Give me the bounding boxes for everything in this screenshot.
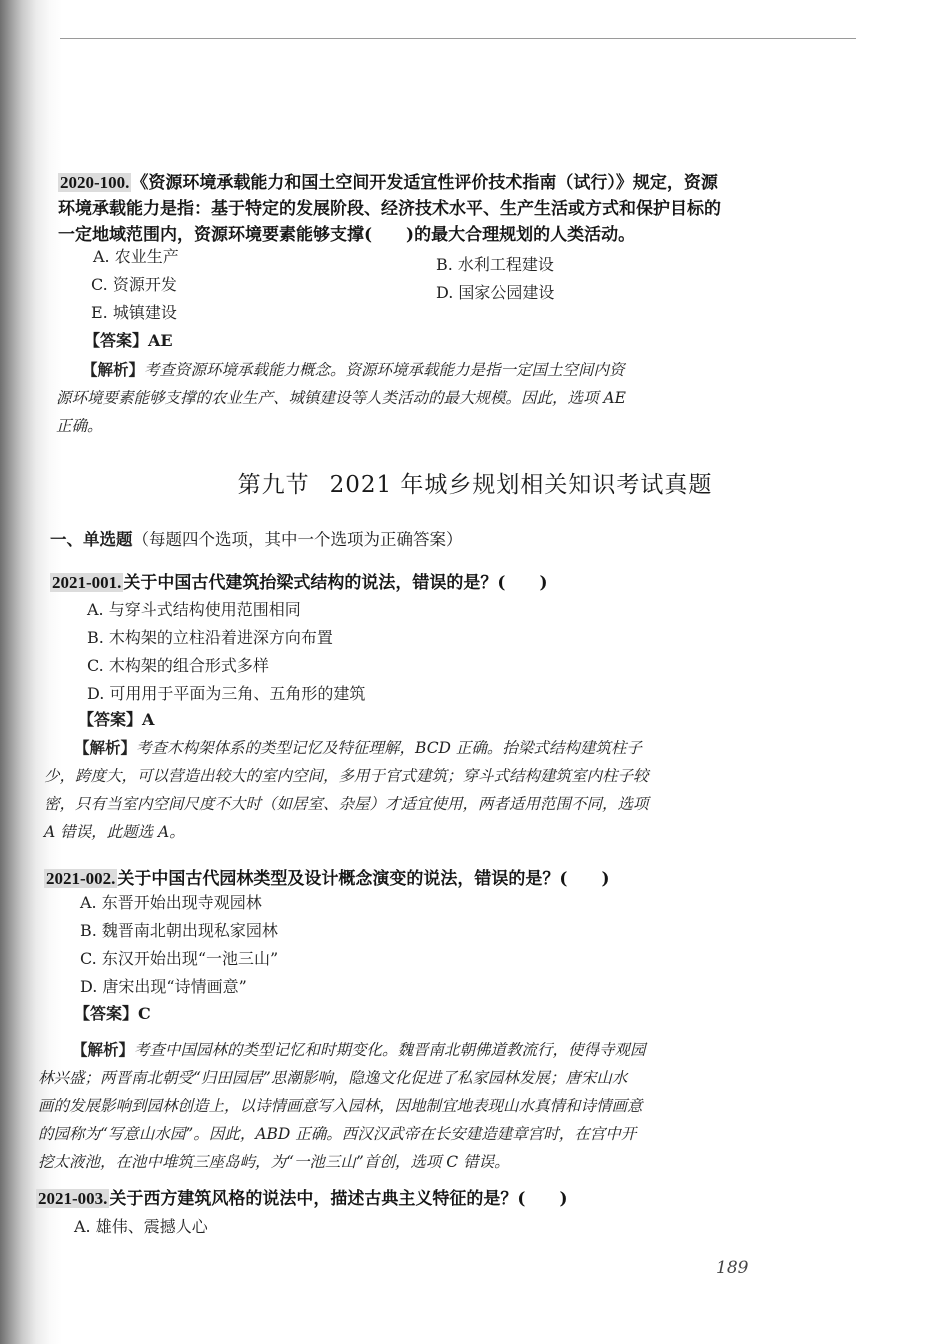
explanation-line: 少，跨度大，可以营造出较大的室内空间，多用于官式建筑；穿斗式结构建筑室内柱子较	[44, 767, 649, 785]
subsection-heading	[50, 526, 463, 550]
section-name: 2021 年城乡规划相关知识考试真题	[329, 472, 713, 498]
question-2021-001	[50, 570, 548, 596]
option-a: A. 与穿斗式结构使用范围相同	[87, 600, 301, 619]
explanation-line: A 错误，此题选 A。	[44, 823, 185, 841]
question-stem-line: 一定地域范围内，资源环境要素能够支撑( )的最大合理规划的人类活动。	[58, 225, 636, 245]
explanation-line: 源环境要素能够支撑的农业生产、城镇建设等人类活动的最大规模。因此，选项 AE	[56, 389, 626, 407]
explanation-label: 【解析】	[72, 1040, 135, 1059]
question-stem-line: 环境承载能力是指：基于特定的发展阶段、经济技术水平、生产生活或方式和保护目标的	[58, 199, 721, 219]
explanation-label: 【解析】	[82, 360, 145, 379]
option-b: B. 木构架的立柱沿着进深方向布置	[87, 628, 333, 647]
answer-label: 【答案】	[84, 331, 149, 350]
option-d: D. 国家公园建设	[436, 283, 555, 302]
question-stem: 关于中国古代建筑抬梁式结构的说法，错误的是？( )	[123, 573, 548, 593]
option-a: A. 农业生产	[93, 247, 179, 266]
explanation-line: 考查资源环境承载能力概念。资源环境承载能力是指一定国土空间内资	[144, 361, 625, 379]
explanation-line: 密，只有当室内空间尺度不大时（如居室、杂屋）才适宜使用，两者适用范围不同，选项	[44, 795, 649, 813]
explanation-line: 挖太液池，在池中堆筑三座岛屿，为“一池三山”首创，选项 C 错误。	[38, 1153, 510, 1171]
page-number: 189	[716, 1258, 749, 1278]
question-2021-002	[44, 866, 610, 892]
explanation-line: 的园称为“写意山水园”。因此，ABD 正确。西汉汉武帝在长安建造建章宫时，在宫中开	[38, 1125, 637, 1143]
explanation-line: 正确。	[56, 417, 103, 435]
top-rule	[60, 38, 856, 39]
explanation-line: 考查木构架体系的类型记忆及特征理解，BCD 正确。抬梁式结构建筑柱子	[136, 739, 642, 757]
explanation-label: 【解析】	[74, 738, 137, 757]
answer-value: A	[142, 710, 155, 729]
option-b: B. 水利工程建设	[436, 255, 554, 274]
question-stem-line: 《资源环境承载能力和国土空间开发适宜性评价技术指南（试行）》规定，资源	[131, 173, 718, 193]
question-number: 2020-100.	[60, 173, 130, 192]
explanation	[56, 356, 786, 440]
section-title	[0, 466, 950, 499]
explanation-line: 画的发展影响到园林创造上，以诗情画意写入园林，因地制宜地表现山水真情和诗情画意	[38, 1097, 643, 1115]
subsection-title: 一、单选题	[50, 530, 133, 549]
question-number: 2021-001.	[52, 573, 122, 592]
explanation-line: 考查中国园林的类型记忆和时期变化。魏晋南北朝佛道教流行，使得寺观园	[134, 1041, 646, 1059]
option-a: A. 东晋开始出现寺观园林	[80, 893, 262, 912]
subsection-note: （每题四个选项，其中一个选项为正确答案）	[132, 530, 463, 549]
section-number: 第九节	[237, 472, 310, 498]
explanation	[44, 734, 774, 846]
answer-value: C	[138, 1004, 151, 1023]
option-c: C. 东汉开始出现“一池三山”	[80, 949, 279, 968]
question-number: 2021-002.	[46, 869, 116, 888]
option-e: E. 城镇建设	[91, 303, 177, 322]
question-2021-003	[36, 1186, 568, 1212]
explanation	[38, 1036, 768, 1176]
question-stem: 关于西方建筑风格的说法中，描述古典主义特征的是？( )	[109, 1189, 568, 1209]
question-2020-100	[58, 170, 788, 248]
answer	[78, 707, 154, 730]
explanation-line: 林兴盛；两晋南北朝受“归田园居”思潮影响，隐逸文化促进了私家园林发展；唐宋山水	[38, 1069, 628, 1087]
answer-label: 【答案】	[78, 710, 143, 729]
option-d: D. 唐宋出现“诗情画意”	[80, 977, 247, 996]
question-stem: 关于中国古代园林类型及设计概念演变的说法，错误的是？( )	[117, 869, 610, 889]
answer-label: 【答案】	[74, 1004, 139, 1023]
answer	[84, 328, 173, 351]
option-d: D. 可用用于平面为三角、五角形的建筑	[87, 684, 366, 703]
answer-value: AE	[148, 331, 173, 350]
option-b: B. 魏晋南北朝出现私家园林	[80, 921, 278, 940]
answer	[74, 1001, 151, 1024]
question-number: 2021-003.	[38, 1189, 108, 1208]
option-a: A. 雄伟、震撼人心	[74, 1217, 208, 1236]
option-c: C. 资源开发	[91, 275, 177, 294]
option-c: C. 木构架的组合形式多样	[87, 656, 269, 675]
